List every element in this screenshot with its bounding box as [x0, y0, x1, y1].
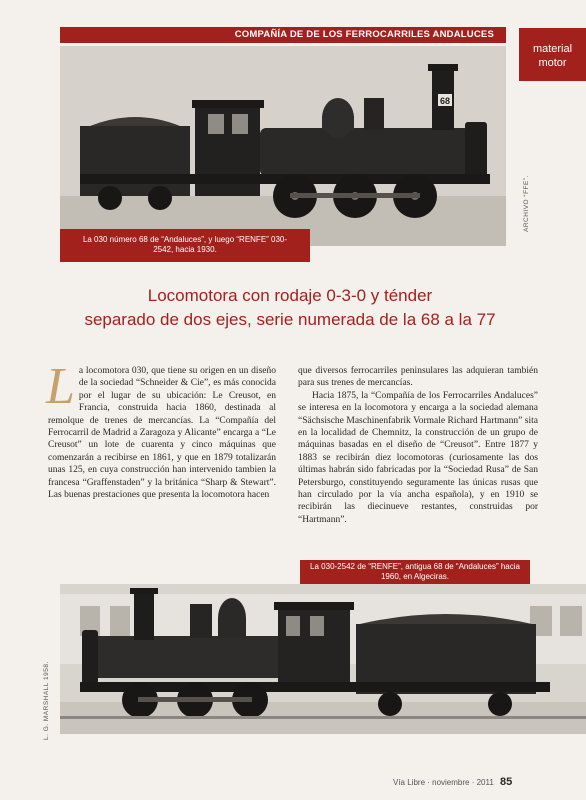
header-title: COMPAÑÍA DE DE LOS FERROCARRILES ANDALUCES	[234, 29, 494, 40]
header-bar	[60, 27, 506, 43]
photo-credit-bottom: L. G. MARSHALL 1958.	[43, 661, 50, 740]
paragraph-1-text: a locomotora 030, que tiene su origen en un diseño de la sociedad “Schneider & Cie”, es más conocida por el lugar de su ubicación: Le Creusot, en Francia, construida hacia 1860, destinada al remolque de trenes de mercancías. La “Compañía del Ferrocarril de Madrid a Zaragoza y Alicante” encarga a “Le Creusot” un lote de cuarenta y cinco máquinas que comenzarán a recibirse en 1861, y que en 1879 totalizarán unas 125, en cuya construcción han intervenido tambien la francesa “Graffenstaden” y la británica “Sharp & Stewart”. Las buenas prestaciones que presenta la locomotora hacen	[48, 366, 276, 501]
section-tab	[519, 28, 586, 81]
photo-credit-top: ARCHIVO “FFE”.	[523, 175, 530, 232]
caption-bottom: La 030-2542 de “RENFE”, antigua 68 de “Andaluces” hacia 1960, en Algeciras.	[300, 560, 530, 584]
section-label-1: material	[532, 43, 573, 55]
publication-info: Vía Libre · noviembre · 2011	[393, 778, 494, 787]
caption-top: La 030 número 68 de “Andaluces”, y luego “RENFE” 030-2542, hacia 1930.	[60, 229, 310, 262]
photo-locomotive-1960	[60, 584, 586, 734]
page-footer	[393, 776, 512, 788]
locomotive-illustration-bottom	[60, 584, 586, 734]
paragraph-2: Hacia 1875, la “Compañía de los Ferrocarriles Andaluces” se interesa en la locomotora y encarga a la sociedad alemana “Sächsische Maschinenfabrik Vormale Richard Hartmann” sita en la localidad de Chemnitz, la construcción de un grupo de máquinas basadas en el diseño de “Creusot”. Entre 1877 y 1883 se recibirán diez locomotoras (curiosamente las dos últimas habrán sido fabricadas por la “Sociedad Rusa” de San Petersburgo, constituyendo seguramente las únicas rusas que han circulado por la vía ancha española), y en 1910 se recibirán las diecinueve restantes, construidas por “Hartmann”.	[298, 390, 538, 525]
headline-line-1: Locomotora con rodaje 0-3-0 y ténder	[147, 286, 433, 305]
article-column-right	[298, 365, 538, 526]
paragraph-1	[46, 358, 276, 501]
article-column-left	[46, 358, 276, 501]
number-plate-text: 68	[439, 96, 451, 106]
section-label-2: motor	[538, 57, 567, 69]
drop-cap: L	[46, 358, 75, 415]
page-number: 85	[500, 776, 513, 788]
headline-line-2: separado de dos ejes, serie numerada de la 68 a la 77	[84, 310, 496, 329]
locomotive-illustration-top	[60, 46, 506, 246]
article-headline	[60, 284, 520, 332]
photo-locomotive-1930	[60, 46, 506, 246]
paragraph-1-continued: que diversos ferrocarriles peninsulares las adquieran también para sus trenes de mercancías.	[298, 366, 538, 389]
